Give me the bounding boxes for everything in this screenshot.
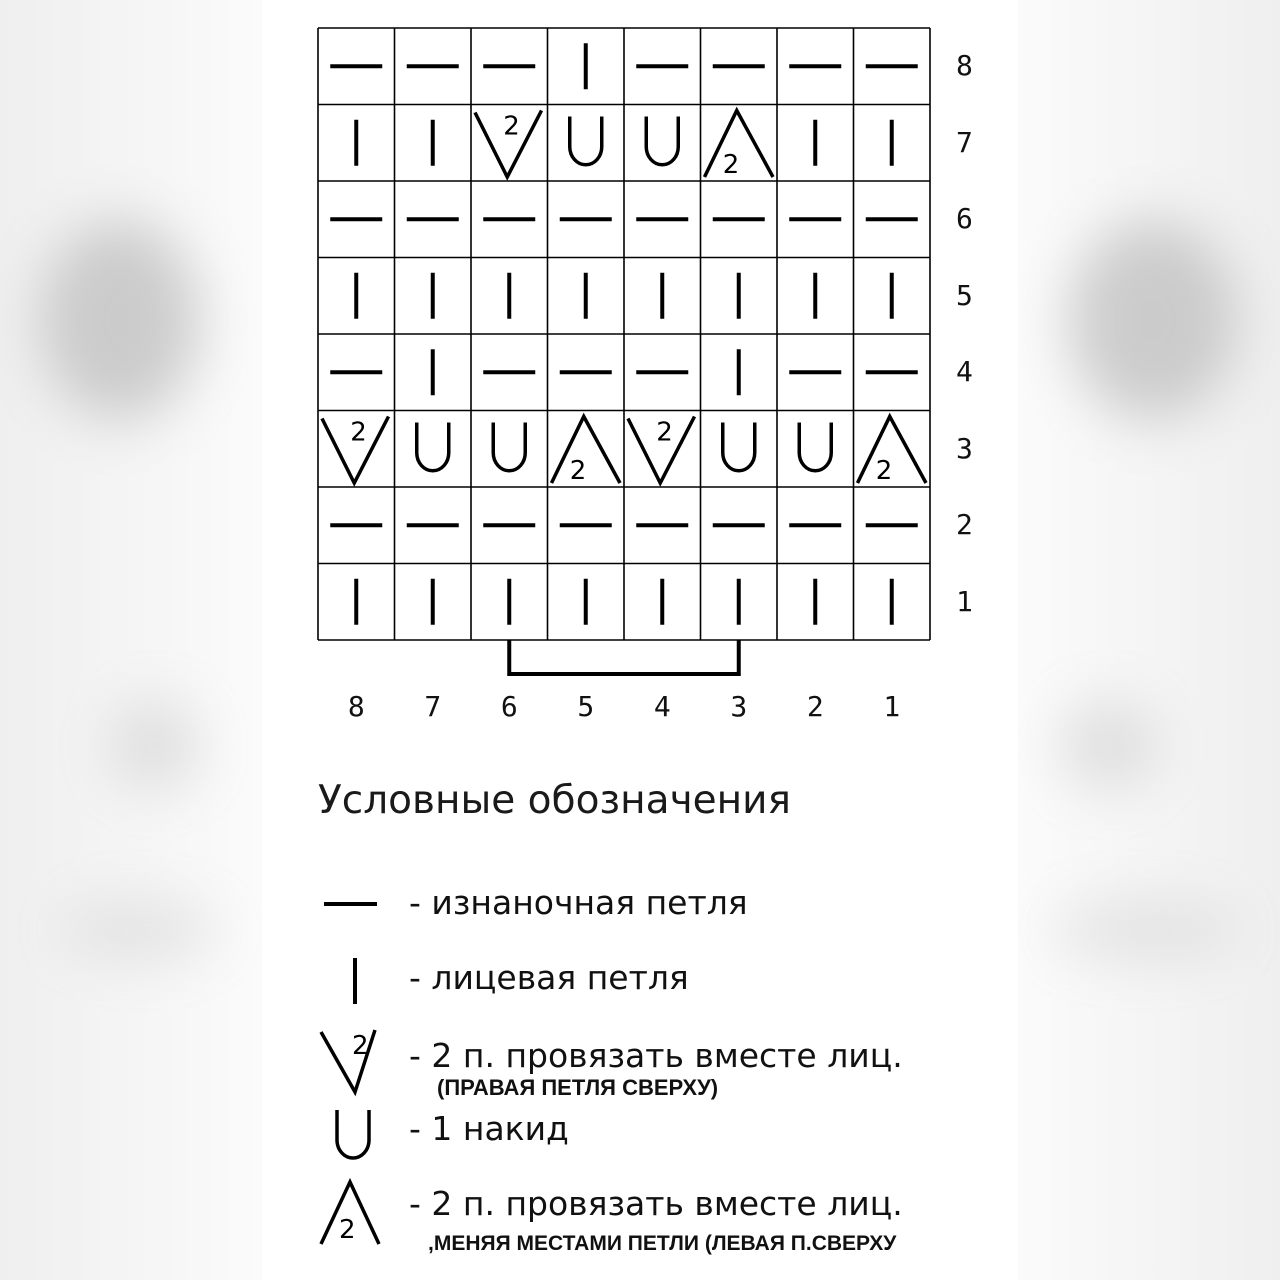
column-number: 1 <box>883 690 901 723</box>
decrease-count-label: 2 <box>350 417 367 448</box>
row-number: 5 <box>956 278 973 312</box>
row-number: 3 <box>956 431 973 465</box>
legend-text-k2tog-left: - 2 п. провязать вместе лиц. <box>409 1184 903 1223</box>
blurred-background-right <box>1018 0 1280 1280</box>
stitch-yarn-over-icon <box>799 423 831 471</box>
stitch-k2tog-right-icon <box>475 111 542 178</box>
stitch-k2tog-left-icon <box>705 111 774 181</box>
knitting-chart <box>262 0 1018 680</box>
yarn-over-icon <box>317 1104 387 1166</box>
stitch-yarn-over-icon <box>570 117 602 165</box>
row-number: 7 <box>956 125 973 159</box>
stitch-k2tog-left-icon <box>858 417 927 487</box>
stitch-yarn-over-icon <box>723 423 755 471</box>
decrease-count-label: 2 <box>569 456 587 486</box>
row-number: 6 <box>956 202 973 236</box>
stitch-k2tog-left-icon <box>552 417 621 487</box>
purl-icon <box>317 880 377 930</box>
decrease-count-label: 2 <box>722 150 740 180</box>
stitch-yarn-over-icon <box>417 423 449 471</box>
column-number: 4 <box>653 690 671 723</box>
row-number: 2 <box>956 508 973 542</box>
column-number: 7 <box>424 690 442 723</box>
column-number: 8 <box>347 690 365 723</box>
k2tog-left-icon <box>317 1176 397 1248</box>
legend-text-knit: - лицевая петля <box>409 958 689 997</box>
legend-note-k2tog-left: ,МЕНЯЯ МЕСТАМИ ПЕТЛИ (ЛЕВАЯ П.СВЕРХУ <box>428 1232 897 1255</box>
stitch-yarn-over-icon <box>493 423 525 471</box>
row-number: 4 <box>956 355 973 389</box>
knitting-chart-card <box>262 0 1018 1280</box>
knit-icon <box>317 952 377 1012</box>
decrease-count-label: 2 <box>656 417 673 448</box>
decrease-count-label: 2 <box>352 1031 369 1061</box>
stitch-k2tog-right-icon <box>628 417 695 484</box>
column-number: 6 <box>500 690 518 723</box>
decrease-count-label: 2 <box>875 456 893 486</box>
k2tog-right-icon <box>317 1022 397 1102</box>
stitch-k2tog-right-icon <box>322 417 389 484</box>
repeat-bracket <box>509 640 739 674</box>
legend-text-yarn-over: - 1 накид <box>409 1109 569 1148</box>
chart-grid <box>318 28 930 640</box>
row-number: 1 <box>956 584 973 618</box>
decrease-count-label: 2 <box>339 1215 356 1245</box>
decrease-count-label: 2 <box>503 111 520 142</box>
stitch-yarn-over-icon <box>646 117 678 165</box>
legend-title: Условные обозначения <box>318 778 791 823</box>
blurred-background-left <box>0 0 262 1280</box>
column-number: 3 <box>730 690 748 723</box>
legend-note-k2tog-right: (ПРАВАЯ ПЕТЛЯ СВЕРХУ) <box>437 1075 719 1100</box>
legend-text-k2tog-right: - 2 п. провязать вместе лиц. <box>409 1036 903 1075</box>
column-number: 5 <box>577 690 595 723</box>
legend-text-purl: - изнаночная петля <box>409 883 748 922</box>
row-number: 8 <box>956 49 973 83</box>
column-number: 2 <box>806 690 824 723</box>
